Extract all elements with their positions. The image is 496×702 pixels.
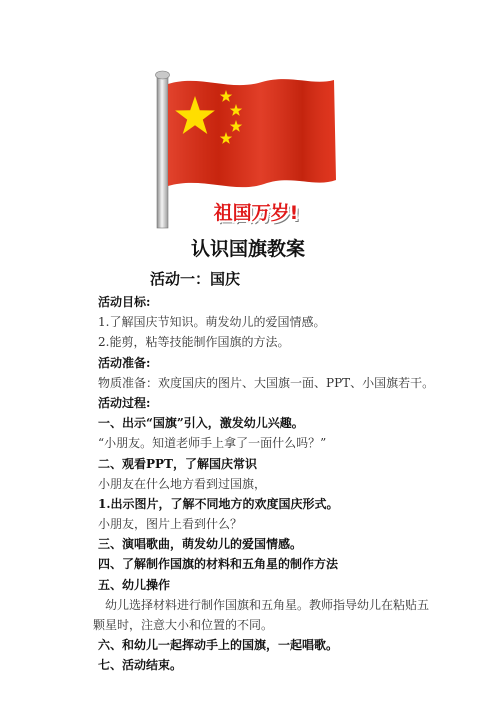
body-paragraph: 幼儿选择材料进行制作国旗和五角星。教师指导幼儿在粘贴五颗星时，注意大小和位置的不同。 [93,597,430,633]
activity-subtitle: 活动一：国庆 [150,270,241,288]
body-text: 2.能剪，粘等技能制作国旗的方法。 [98,335,290,350]
body-text: 物质准备：欢度国庆的图片、大国旗一面、PPT、小国旗若干。 [98,375,435,390]
section-heading: 四、了解制作国旗的材料和五角星的制作方法 [98,557,339,572]
body-text: 小朋友，图片上看到什么？ [98,517,243,532]
section-heading: 七、活动结束。 [98,658,183,673]
body-text: “小朋友。知道老师手上拿了一面什么吗？” [98,436,327,451]
section-heading: 活动准备: [98,355,151,370]
flagpole-icon [156,71,170,228]
section-heading: 二、观看PPT，了解国庆常识 [98,456,257,471]
section-heading: 五、幼儿操作 [98,577,171,592]
section-heading: 三、演唱歌曲，萌发幼儿的爱国情感。 [98,537,303,552]
body-text: 小朋友在什么地方看到过国旗， [98,476,267,491]
section-heading: 活动过程: [98,395,151,410]
slogan-banner [196,194,316,228]
slogan-text: 祖国万岁! [213,201,299,224]
document-title: 认识国旗教案 [190,238,305,260]
lesson-content [93,292,435,676]
section-heading: 一、出示“国旗”引入，激发幼儿兴趣。 [98,416,304,431]
body-text: 1.了解国庆节知识。萌发幼儿的爱国情感。 [98,315,326,330]
section-heading: 六、和幼儿一起挥动手上的国旗，一起唱歌。 [98,638,339,653]
section-heading: 1.出示图片，了解不同地方的欢度国庆形式。 [98,496,339,511]
section-heading: 活动目标: [98,295,151,309]
